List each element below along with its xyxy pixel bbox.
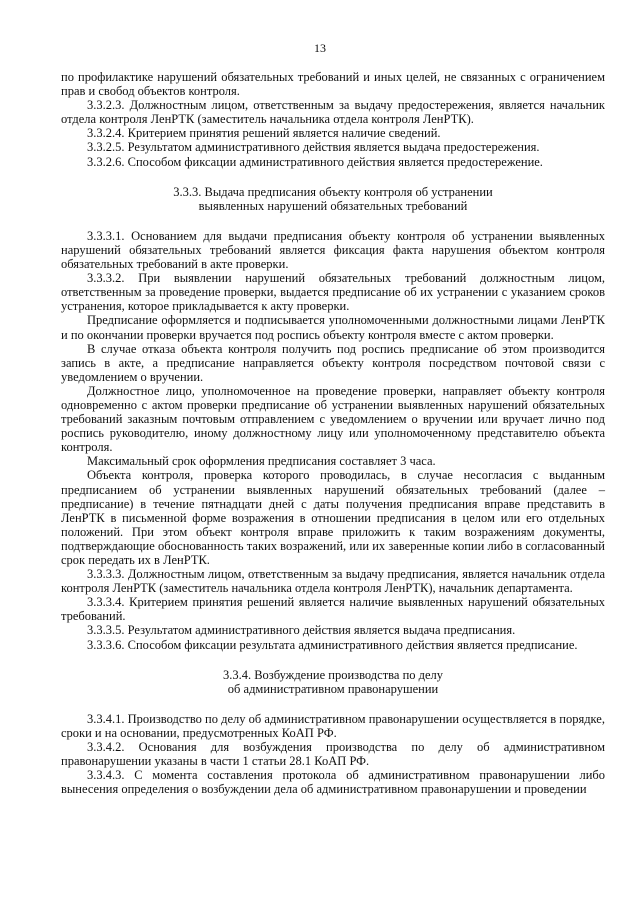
section-heading-line: 3.3.3. Выдача предписания объекту контроля об устранении	[173, 184, 493, 199]
paragraph: 3.3.2.3. Должностным лицом, ответственным за выдачу предостережения, является начальник отдела контроля ЛенРТК (заместитель начальника отдела контроля ЛенРТК).	[61, 98, 605, 127]
page-number: 13	[314, 41, 326, 55]
paragraph: 3.3.4.1. Производство по делу об административном правонарушении осуществляется в порядке, сроки и на основании, предусмотренных КоАП РФ.	[61, 711, 605, 740]
paragraph: 3.3.3.3. Должностным лицом, ответственным за выдачу предписания, является начальник отдела контроля ЛенРТК (заместитель начальника отдела контроля ЛенРТК), начальник департамента.	[61, 567, 605, 596]
paragraph: 3.3.3.2. При выявлении нарушений обязательных требований должностным лицом, ответственным за проведение проверки, выдается предписание об их устранении с указанием сроков устранения, которое прикладывается к акту проверки.	[61, 271, 605, 314]
section-heading-line: 3.3.4. Возбуждение производства по делу	[222, 667, 444, 682]
section-spacer	[61, 213, 605, 229]
paragraph: 3.3.4.3. С момента составления протокола об административном правонарушении либо вынесения определения о возбуждении дела об административном правонарушении и проведении	[61, 768, 605, 797]
section-heading-line: выявленных нарушений обязательных требований	[198, 198, 468, 213]
paragraph: Объекта контроля, проверка которого проводилась, в случае несогласия с выданным предписанием об устранении выявленных нарушений обязательных требований (далее – предписание) в течение пятнадцати дней с даты получения предписания вправе представить в ЛенРТК в письменной форме возражения в отношении предписания в целом или его отдельных положений. При этом объект контроля вправе приложить к таким возражениям документы, подтверждающие обоснованность таких возражений, или их заверенные копии либо в согласованный срок передать их в ЛенРТК.	[61, 468, 605, 567]
paragraph: В случае отказа объекта контроля получить под роспись предписание об этом производится запись в акте, а предписание направляется объекту контроля посредством почтовой связи с уведомлением о вручении.	[61, 341, 605, 384]
paragraph: 3.3.3.5. Результатом административного действия является выдача предписания.	[87, 623, 516, 638]
paragraph: 3.3.2.4. Критерием принятия решений является наличие сведений.	[87, 126, 441, 141]
section-heading	[61, 668, 605, 696]
paragraph: 3.3.4.2. Основания для возбуждения производства по делу об административном правонарушении указаны в части 1 статьи 28.1 КоАП РФ.	[61, 740, 605, 769]
paragraph: 3.3.3.6. Способом фиксации результата административного действия является предписание.	[87, 637, 578, 652]
paragraph: Должностное лицо, уполномоченное на проведение проверки, направляет объекту контроля одновременно с актом проверки предписание об устранении выявленных нарушений обязательных требований заказным почтовым отправлением с уведомлением о вручении или вручает лично под роспись руководителю, иному должностному лицу или уполномоченному представителю объекта контроля.	[61, 383, 605, 455]
paragraph: Предписание оформляется и подписывается уполномоченными должностными лицами ЛенРТК и по окончании проверки вручается под роспись объекту контроля вместе с актом проверки.	[61, 313, 605, 342]
section-heading-line: об административном правонарушении	[227, 681, 439, 696]
section-heading	[61, 185, 605, 213]
section-spacer	[61, 169, 605, 185]
paragraph: по профилактике нарушений обязательных требований и иных целей, не связанных с ограничением прав и свобод объектов контроля.	[61, 70, 605, 99]
section-spacer	[61, 696, 605, 712]
paragraph: 3.3.2.5. Результатом административного действия является выдача предостережения.	[87, 140, 540, 155]
document-body	[61, 70, 605, 796]
paragraph: 3.3.3.1. Основанием для выдачи предписания объекту контроля об устранении выявленных нарушений обязательных требований является фиксация факта нарушения объектом контроля обязательных требований в акте проверки.	[61, 228, 605, 272]
paragraph: 3.3.3.4. Критерием принятия решений является наличие выявленных нарушений обязательных требований.	[61, 595, 605, 624]
paragraph: Максимальный срок оформления предписания составляет 3 часа.	[87, 454, 436, 469]
section-spacer	[61, 652, 605, 668]
paragraph: 3.3.2.6. Способом фиксации административного действия является предостережение.	[87, 154, 543, 169]
